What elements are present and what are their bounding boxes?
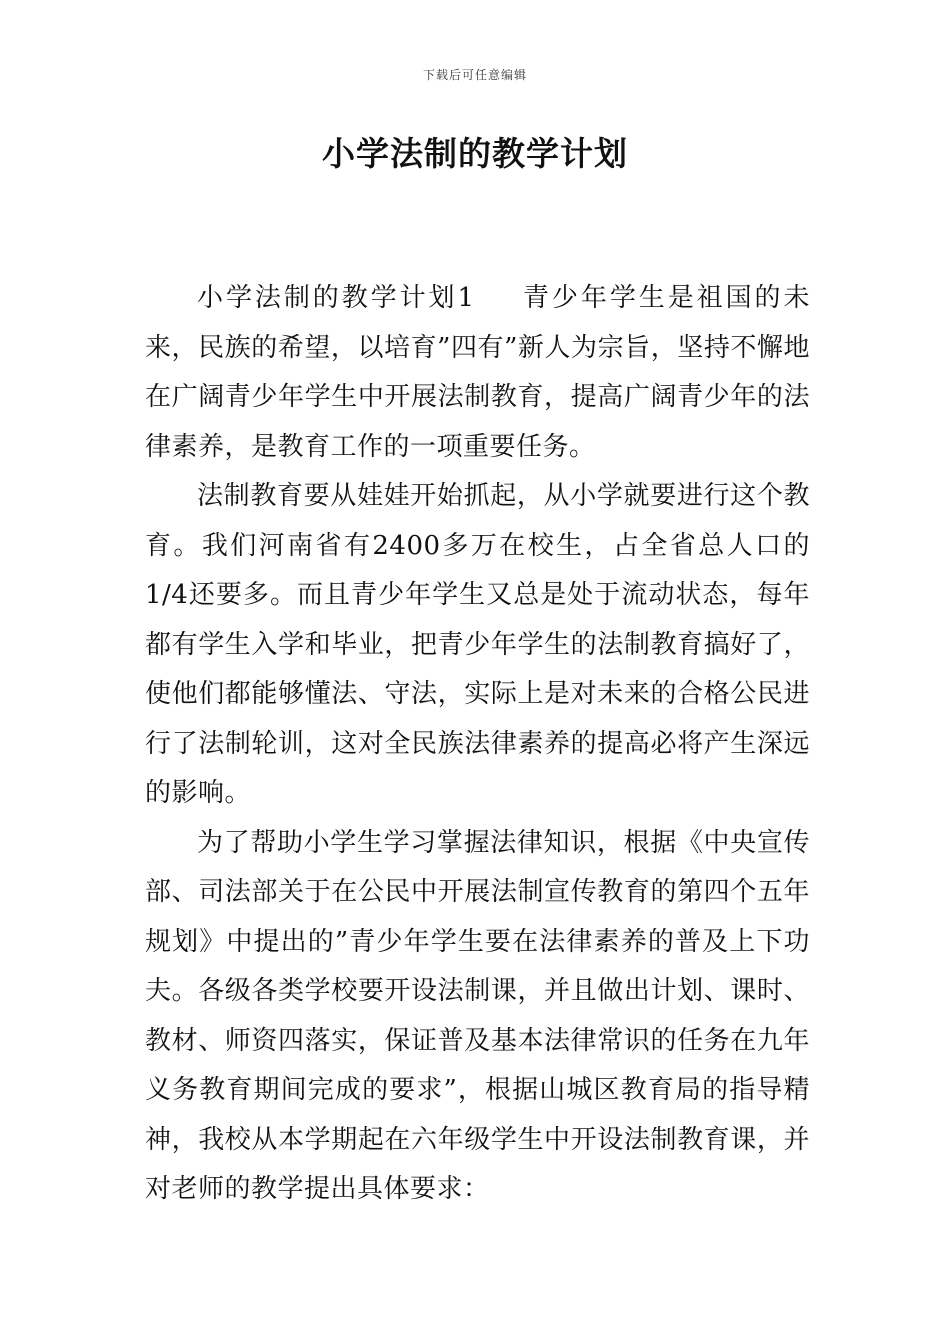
paragraph-1 — [145, 274, 810, 472]
header-note: 下载后可任意编辑 — [422, 68, 527, 82]
document-body — [145, 274, 810, 1215]
paragraph-3: 为了帮助小学生学习掌握法律知识，根据《中央宣传部、司法部关于在公民中开展法制宣传教育的第四个五年规划》中提出的”青少年学生要在法律素养的普及上下功夫。各级各类学校要开设法制课，并且做出计划、课时、教材、师资四落实，保证普及基本法律常识的任务在九年义务教育期间完成的要求”，根据山城区教育局的指导精神，我校从本学期起在六年级学生中开设法制教育课，并对老师的教学提出具体要求： — [145, 827, 810, 1204]
paragraph-1-lead: 小学法制的教学计划1 — [197, 283, 475, 313]
paragraph-1-text: 青少年学生是祖国的未来，民族的希望，以培育”四有”新人为宗旨，坚持不懈地在广阔青少年学生中开展法制教育，提高广阔青少年的法律素养，是教育工作的一项重要任务。 — [145, 283, 810, 462]
paragraph-2: 法制教育要从娃娃开始抓起，从小学就要进行这个教育。我们河南省有2400多万在校生，占全省总人口的1/4还要多。而且青少年学生又总是处于流动状态，每年都有学生入学和毕业，把青少年学生的法制教育搞好了，使他们都能够懂法、守法，实际上是对未来的合格公民进行了法制轮训，这对全民族法律素养的提高必将产生深远的影响。 — [145, 481, 810, 808]
document-title: 小学法制的教学计划 — [322, 134, 628, 173]
